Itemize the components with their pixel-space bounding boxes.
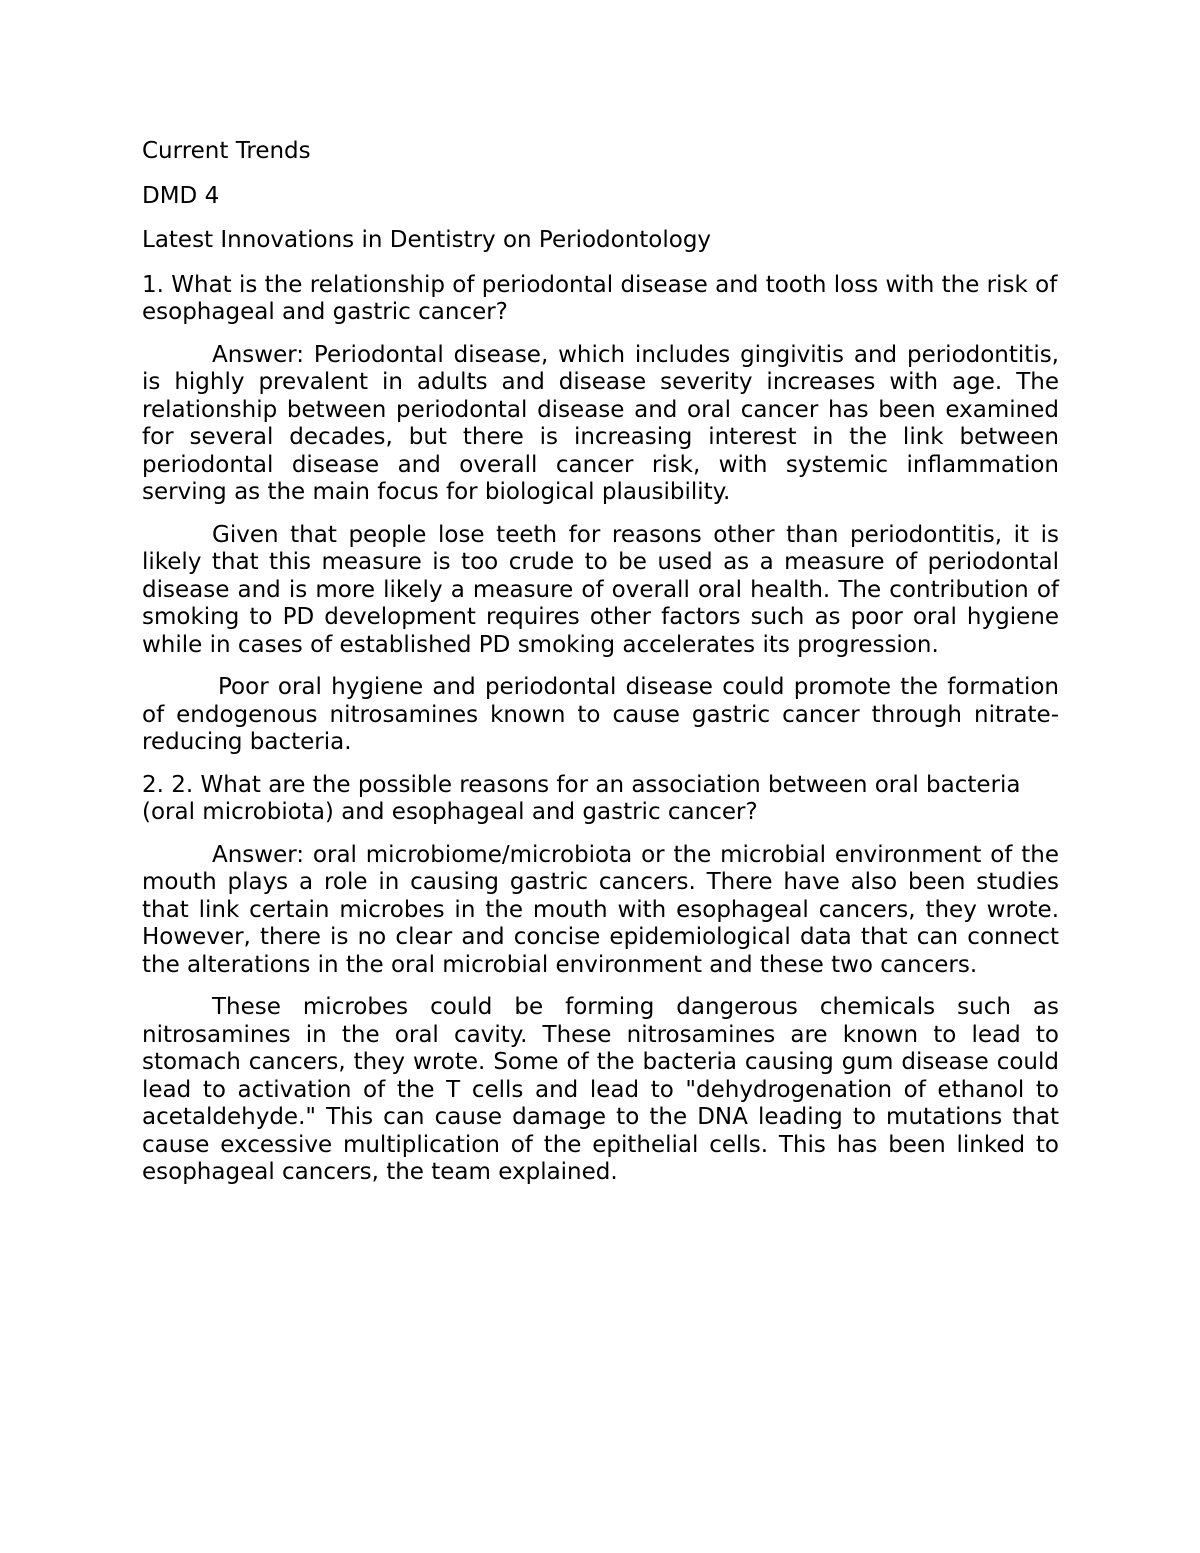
- question-1: 1. What is the relationship of periodontal disease and tooth loss with the risk of esophageal and gastric cancer?: [142, 271, 1058, 325]
- document-page: [142, 138, 1059, 1202]
- answer-1-paragraph-2: Given that people lose teeth for reasons other than periodontitis, it is likely that this measure is too crude to be used as a measure of periodontal disease and is more likely a measure of overall oral health. The contribution of smoking to PD development requires other factors such as poor oral hygiene while in cases of established PD smoking accelerates its progression.: [142, 521, 1059, 658]
- answer-1-paragraph-1: Answer: Periodontal disease, which includes gingivitis and periodontitis, is highly prevalent in adults and disease severity increases with age. The relationship between periodontal disease and oral cancer has been examined for several decades, but there is increasing interest in the link between periodontal disease and overall cancer risk, with systemic inflammation serving as the main focus for biological plausibility.: [142, 341, 1059, 505]
- course-name: Current Trends: [142, 138, 311, 164]
- answer-2-paragraph-1: Answer: oral microbiome/microbiota or the microbial environment of the mouth plays a role in causing gastric cancers. There have also been studies that link certain microbes in the mouth with esophageal cancers, they wrote. However, there is no clear and concise epidemiological data that can connect the alterations in the oral microbial environment and these two cancers.: [142, 841, 1059, 978]
- section-label: DMD 4: [142, 182, 220, 209]
- document-title: Latest Innovations in Dentistry on Periodontology: [142, 227, 712, 253]
- question-2: 2. 2. What are the possible reasons for an association between oral bacteria (oral microbiota) and esophageal and gastric cancer?: [142, 771, 1021, 825]
- answer-1-paragraph-3: Poor oral hygiene and periodontal disease could promote the formation of endogenous nitrosamines known to cause gastric cancer through nitrate-reducing bacteria.: [142, 674, 1059, 755]
- answer-2-paragraph-2: These microbes could be forming dangerous chemicals such as nitrosamines in the oral cavity. These nitrosamines are known to lead to stomach cancers, they wrote. Some of the bacteria causing gum disease could lead to activation of the T cells and lead to "dehydrogenation of ethanol to acetaldehyde." This can cause damage to the DNA leading to mutations that cause excessive multiplication of the epithelial cells. This has been linked to esophageal cancers, the team explained.: [142, 994, 1059, 1185]
